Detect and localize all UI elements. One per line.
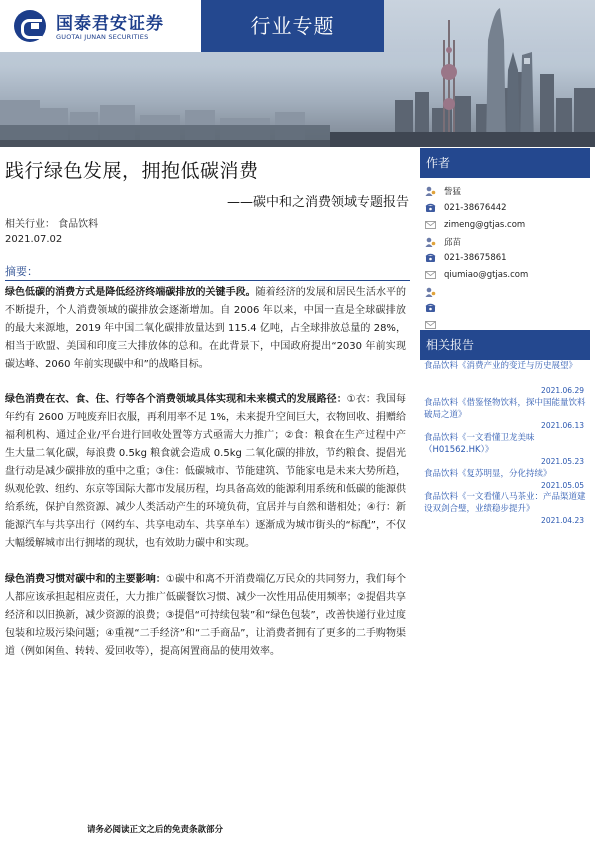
paragraph-body: 随着经济的发展和居民生活水平的不断提升，个人消费领域的碳排放会逐渐增加。自 2006 年以来，中国一直是全球碳排放的最大来源地，2019 年中国二氧化碳排放量达到 115.4 亿吨，占全球排放总量的 28%，相当于欧盟、美国和印度三大排放体的总和。在此背景下，中国政府提出“2030 年前实现碳达峰、2060 年前实现碳中和”的战略目标。 (5, 287, 406, 370)
related-report-date: 2021.05.23 (541, 457, 584, 466)
author-row (425, 184, 461, 198)
author-contact-text: 021-38675861 (444, 253, 507, 263)
person-icon (425, 186, 436, 196)
related-report-date: 2021.05.05 (541, 481, 584, 490)
author-contact-text: 訾猛 (444, 187, 462, 197)
related-report-link[interactable]: 食品饮料《借鉴怪物饮料，探中国能量饮料破局之道》 (424, 398, 586, 420)
related-report-date: 2021.04.23 (541, 516, 584, 525)
author-row (425, 301, 444, 315)
related-report-date: 2021.06.13 (541, 421, 584, 430)
section-tag-panel (201, 0, 384, 52)
company-logo-icon (14, 10, 46, 42)
related-industry: 相关行业： 食品饮料 (5, 219, 99, 230)
related-report-link[interactable]: 食品饮料《消费产业的变迁与历史展望》 (424, 361, 578, 371)
paragraph-body: ①碳中和离不开消费端亿万民众的共同努力，我们每个人都应该承担起相应责任，大力推广低碳餐饮习惯、减少一次性用品使用频率；②提倡共享经济和以旧换新，减少资源的浪费；③提倡“可持续包装”和“绿色包装”，改善快递行业过度包装和垃圾污染问题；④重视“二手经济”和“二手商品”，让消费者拥有了更多的二手购物渠道（例如闲鱼、转转、爱回收等），提高闲置商品的使用效率。 (5, 574, 407, 657)
summary-paragraph-3 (5, 571, 406, 661)
report-title: 践行绿色发展，拥抱低碳消费 (5, 160, 259, 182)
email-icon (425, 270, 436, 280)
author-row (425, 268, 528, 282)
disclaimer-note: 请务必阅读正文之后的免责条款部分 (87, 825, 224, 835)
related-report-date: 2021.06.29 (541, 386, 584, 395)
summary-paragraph-1 (5, 284, 406, 374)
author-row (425, 235, 461, 249)
email-icon (425, 220, 436, 230)
related-reports-heading: 相关报告 (420, 330, 590, 360)
summary-heading: 摘要： (5, 265, 38, 278)
person-icon (425, 237, 436, 247)
related-report-link[interactable]: 食品饮料《一文看懂八马茶业：产品渠道建设双剑合璧，业绩稳步提升》 (424, 492, 586, 514)
author-row (425, 251, 507, 265)
author-contact-text: 邱苗 (444, 238, 462, 248)
paragraph-lead: 绿色消费习惯对碳中和的主要影响： (5, 574, 166, 585)
company-name-en: GUOTAI JUNAN SECURITIES (56, 33, 149, 41)
phone-icon (425, 253, 436, 263)
author-row (425, 218, 525, 232)
phone-icon (425, 203, 436, 213)
paragraph-lead: 绿色低碳的消费方式是降低经济终端碳排放的关键手段。 (5, 287, 256, 298)
company-name: 国泰君安证券 (56, 14, 164, 34)
author-contact-text[interactable]: qiumiao@gtjas.com (444, 270, 529, 280)
author-row (425, 285, 444, 299)
report-subtitle: ——碳中和之消费领域专题报告 (226, 195, 409, 210)
phone-icon (425, 303, 436, 313)
header-banner (0, 0, 595, 147)
related-report-link[interactable]: 食品饮料《一文看懂卫龙美味（H01562.HK）》 (424, 433, 535, 455)
report-date: 2021.07.02 (5, 234, 63, 245)
summary-divider (5, 280, 410, 281)
paragraph-body: ①衣：我国每年约有 2600 万吨废弃旧衣服，再利用率不足 1%，未来提升空间巨大，衣物回收、捐赠给福利机构、通过企业/平台进行回收处置等方式亟需大力推广；②食：粮食在生产过程中产生大量二氧化碳，每浪费 0.5kg 粮食就会造成 0.5kg 二氧化碳的排放，节约粮食、提倡光盘行动是减少碳排放的重中之重；③住：低碳城市、节能建筑、节能家电是未来大势所趋，纵观伦敦、纽约、东京等国际大都市发展历程，均具备高效的能源利用系统和低碳的能源供给系统，保护自然资源、减少人类活动产生的环境负荷，宜居并与自然和谐相处；④行：新能源汽车与共享出行（网约车、共享电动车、共享单车）逐渐成为城市街头的“标配”，不仅大幅缓解城市出行拥堵的现状，也有效助力碳中和实现。 (5, 394, 407, 549)
author-row (425, 201, 507, 215)
section-tag: 行业专题 (250, 14, 335, 38)
paragraph-lead: 绿色消费在衣、食、住、行等各个消费领域具体实现和未来模式的发展路径： (5, 394, 347, 405)
person-icon (425, 287, 436, 297)
logo-panel (0, 0, 201, 52)
author-contact-text[interactable]: zimeng@gtjas.com (444, 220, 526, 230)
email-icon (425, 320, 436, 330)
related-report-link[interactable]: 食品饮料《复苏明显，分化持续》 (424, 469, 552, 479)
summary-paragraph-2 (5, 391, 406, 553)
author-contact-text: 021-38676442 (444, 203, 507, 213)
authors-heading: 作者 (420, 148, 590, 178)
